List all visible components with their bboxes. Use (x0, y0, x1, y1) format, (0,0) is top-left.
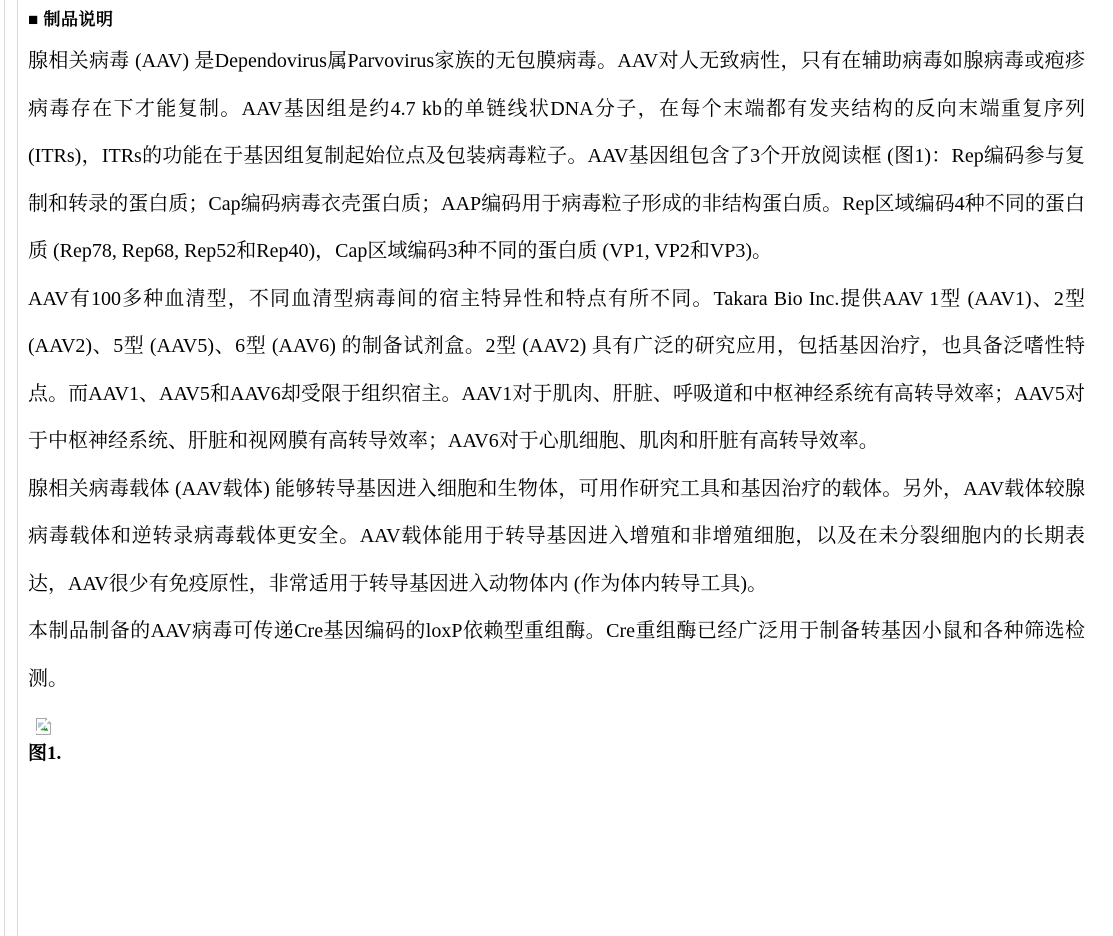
paragraph-aav-overview: 腺相关病毒 (AAV) 是Dependovirus属Parvovirus家族的无包膜病毒。AAV对人无致病性，只有在辅助病毒如腺病毒或疱疹病毒存在下才能复制。AAV基因组是约4.7 kb的单链线状DNA分子，在每个末端都有发夹结构的反向末端重复序列 (ITRs)，ITRs的功能在于基因组复制起始位点及包装病毒粒子。AAV基因组包含了3个开放阅读框 (图1)：Rep编码参与复制和转录的蛋白质；Cap编码病毒衣壳蛋白质；AAP编码用于病毒粒子形成的非结构蛋白质。Rep区域编码4种不同的蛋白质 (Rep78, Rep68, Rep52和Rep40)，Cap区域编码3种不同的蛋白质 (VP1, VP2和VP3)。 (28, 50, 1085, 262)
paragraph-cre-loxp: 本制品制备的AAV病毒可传递Cre基因编码的loxP依赖型重组酶。Cre重组酶已经广泛用于制备转基因小鼠和各种筛选检测。 (28, 620, 1085, 690)
paragraph-aav-serotypes: AAV有100多种血清型，不同血清型病毒间的宿主特异性和特点有所不同。Takara Bio Inc.提供AAV 1型 (AAV1)、2型 (AAV2)、5型 (AAV5)、6型 (AAV6) 的制备试剂盒。2型 (AAV2) 具有广泛的研究应用，包括基因治疗，也具备泛嗜性特点。而AAV1、AAV5和AAV6却受限于组织宿主。AAV1对于肌肉、肝脏、呼吸道和中枢神经系统有高转导效率；AAV5对于中枢神经系统、肝脏和视网膜有高转导效率；AAV6对于心肌细胞、肌肉和肝脏有高转导效率。 (28, 287, 1085, 452)
left-border-rule-inner (17, 0, 18, 936)
figure-placeholder-line (34, 717, 1085, 736)
left-border-rule-outer (4, 0, 5, 936)
paragraph-aav-vector: 腺相关病毒载体 (AAV载体) 能够转导基因进入细胞和生物体，可用作研究工具和基因治疗的载体。另外，AAV载体较腺病毒载体和逆转录病毒载体更安全。AAV载体能用于转导基因进入增殖和非增殖细胞，以及在未分裂细胞内的长期表达，AAV很少有免疫原性，非常适用于转导基因进入动物体内 (作为体内转导工具)。 (28, 477, 1085, 595)
broken-image-icon (34, 717, 1085, 736)
section-heading-product-description: ■ 制品说明 (28, 10, 114, 29)
figure-caption: 图1. (28, 743, 62, 764)
body-text-block (28, 38, 1085, 703)
document-content (28, 0, 1085, 766)
